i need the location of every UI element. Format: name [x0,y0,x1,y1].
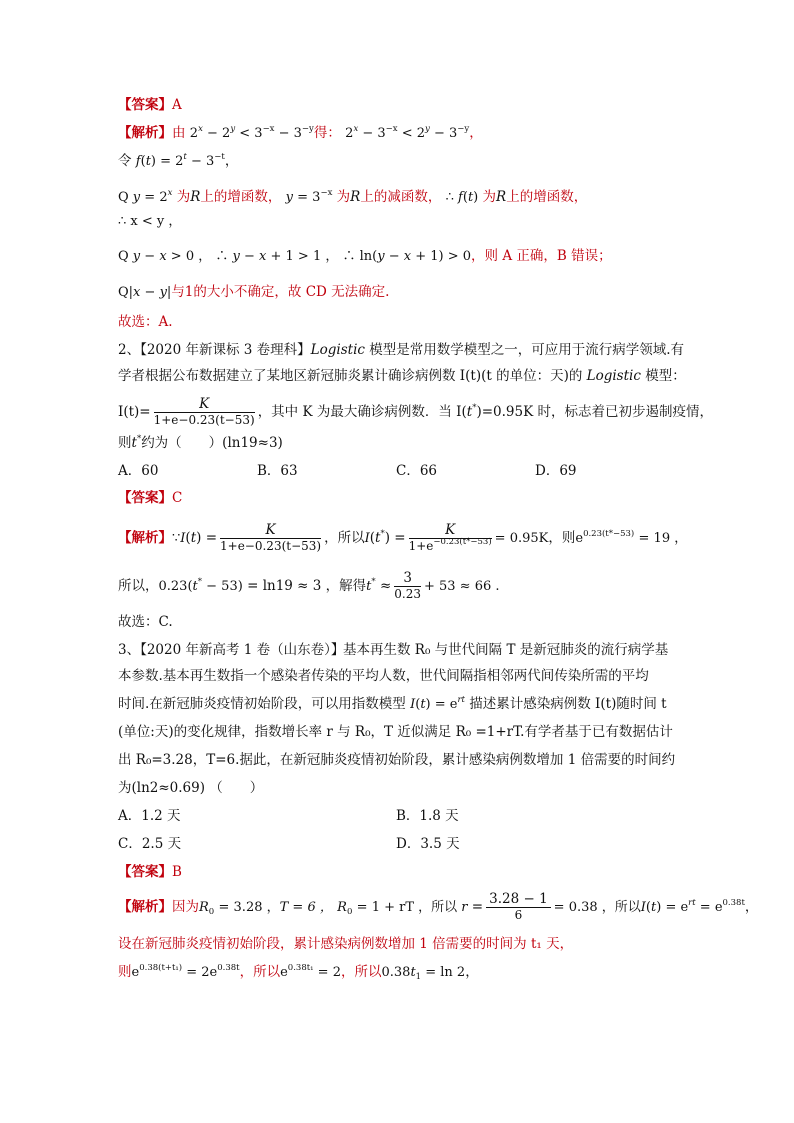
rearranged-formula: $2^x - 3^{-x} < 2^y - 3^{-y}$ [345,124,470,141]
logistic-formula: $\frac{K}{1+e-0.23(t-53)}$ [153,396,255,427]
q2-question-line-2: 学者根据公布数据建立了某地区新冠肺炎累计确诊病例数 I(t)(t 的单位：天)的 Logistic 模型： [118,368,686,384]
q2-analysis-line-2: 所以，0.23(t* − 53) = ln19 ≈ 3 ，解得t* ≈ $\frac{3}{0.23}$ + 53 ≈ 66 . [118,570,500,601]
q1-conclusion: 故选：A. [118,314,173,330]
q3-analysis-line-2: 设在新冠肺炎疫情初始阶段，累计感染病例数增加 1 倍需要的时间为 t₁ 天， [118,936,574,952]
q2-option-c[interactable]: C．66 [396,463,438,479]
q3-analysis-line-3: 则$e^{0.38(t+t_1)} = 2e^{0.38t}$，所以$e^{0.38t_1} = 2$，所以$0.38t_1 = \ln 2$， [118,963,479,982]
q3-option-b[interactable]: B．1.8 天 [396,808,459,824]
q3-question-line-4: (单位:天)的变化规律，指数增长率 r 与 R₀，T 近似满足 R₀ =1+rT.有学者基于已有数据估计 [118,724,673,740]
q2-analysis-line-1: 【解析】∵I(t) = $\frac{K}{1+e-0.23(t-53)}$ ，所以I(t*) = $\frac{K}{1+e^{-0.23(t*-53)}}$ = 0.95K，则$e^{0.23(t*-53)} = 19$ ， [118,522,688,553]
q3-question-line-2: 本参数.基本再生数指一个感染者传染的平均人数，世代间隔指相邻两代间传染所需的平均 [118,668,649,684]
q1-answer-line [118,95,698,115]
q2-answer-line [118,488,698,508]
q1-analysis-line-2: 令 $f(t) = 2^t - 3^{-t}$， [118,152,239,169]
q1-analysis-line-5: Q y − x > 0 ， ∴ y − x + 1 > 1 ， ∴ ln(y − x + 1) > 0，则 A 正确，B 错误； [118,248,612,264]
answer-value: B [172,864,182,880]
q3-question-line-1-rest: 基本再生数 R₀ 与世代间隔 T 是新冠肺炎的流行病学基 [343,642,669,658]
analysis-label: 【解析】 [118,125,172,141]
q2-question-line-4: 则t*约为（ ）(ln19≈3) [118,434,283,451]
q3-question-line-6: 为(ln2≈0.69) （ ） [118,780,264,796]
answer-label: 【答案】 [118,490,172,506]
answer-value: A [172,97,182,113]
answer-label: 【答案】 [118,97,172,113]
answer-label: 【答案】 [118,864,172,880]
analysis-label: 【解析】 [118,530,172,546]
q2-conclusion: 故选：C. [118,614,173,630]
q3-answer-line [118,862,698,882]
q2-option-d[interactable]: D．69 [535,463,577,479]
q3-question-line-3: 时间.在新冠肺炎疫情初始阶段，可以用指数模型 $I(t) = e^{rt}$ 描述累计感染病例数 I(t)随时间 t [118,695,667,712]
answer-value: C [172,490,183,506]
q2-option-b[interactable]: B．63 [257,463,298,479]
q1-analysis-line-6: Q|x − y|与1的大小不确定，故 CD 无法确定. [118,284,390,300]
q1-analysis-line-3: Q $y = 2^x$ 为R上的增函数， $y = 3^{-x}$ 为R上的减函数， ∴ f(t) 为R上的增函数， [118,188,588,205]
analysis-label: 【解析】 [118,899,172,915]
q3-option-c[interactable]: C．2.5 天 [118,836,182,852]
inequality-formula: $2^x - 2^y < 3^{-x} - 3^{-y}$ [189,124,314,141]
q2-question-line-1: 2、【2020 年新课标 3 卷理科】Logistic 模型是常用数学模型之一，可应用于流行病学领域.有 [118,342,685,358]
q3-analysis-line-1: 【解析】因为$R_0 = 3.28$ ，T = 6 ， $R_0 = 1$ + rT ，所以 r = $\frac{3.28 - 1}{6}$ = 0.38 ，所以$I(t) = e^{rt} = e^{0.38t}$， [118,891,759,922]
q1-analysis-line-4: ∴ x < y ， [118,214,182,229]
function-def-formula: $f(t) = 2^t - 3^{-t}$ [135,152,225,169]
q1-analysis-line-1: 【解析】由 $2^x - 2^y < 3^{-x} - 3^{-y}$得： $2^x - 3^{-x} < 2^y - 3^{-y}$， [118,124,483,141]
q3-question-line-1: 3、【2020 年新高考 1 卷（山东卷）】 [118,642,345,658]
q3-option-a[interactable]: A．1.2 天 [118,808,181,824]
q2-question-line-3: I(t)= $\frac{K}{1+e-0.23(t-53)}$ ，其中 K 为最大确诊病例数．当 I(t*)=0.95K 时，标志着已初步遏制疫情， [118,396,713,427]
q3-option-d[interactable]: D．3.5 天 [396,836,460,852]
q2-option-a[interactable]: A．60 [118,463,159,479]
q3-question-line-5: 出 R₀=3.28，T=6.据此，在新冠肺炎疫情初始阶段，累计感染病例数增加 1 倍需要的时间约 [118,752,676,768]
